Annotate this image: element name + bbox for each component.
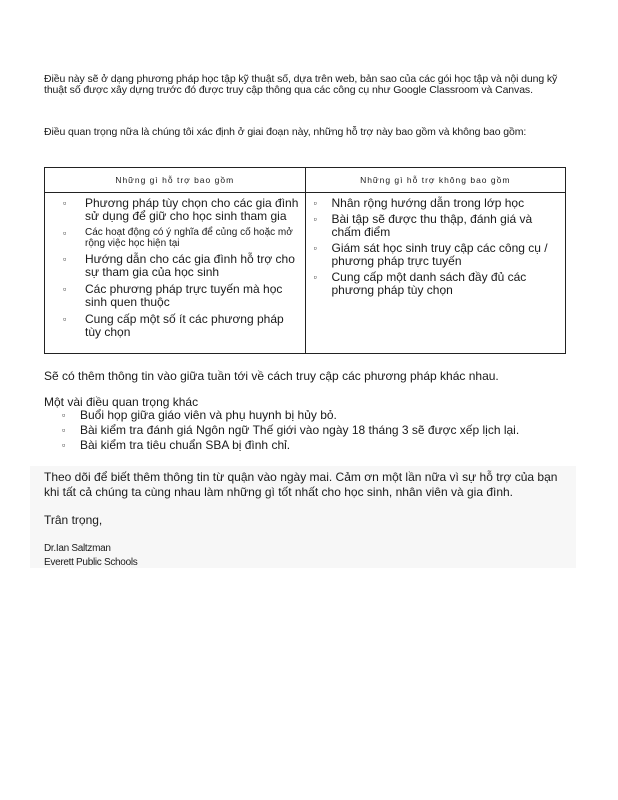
list-item: ▫ Giám sát học sinh truy cập các công cụ / phương pháp trực tuyến <box>313 241 548 268</box>
excluded-cell <box>305 193 566 354</box>
included-header: Những gì hỗ trợ bao gồm <box>45 168 306 193</box>
important-heading: Một vài điều quan trọng khác <box>44 395 199 409</box>
more-info-text: Sẽ có thêm thông tin vào giữa tuần tới về cách truy cập các phương pháp khác nhau. <box>44 369 499 383</box>
square-bullet-icon: ▫ <box>63 284 67 294</box>
included-cell <box>45 193 306 354</box>
list-item: ▫ Hướng dẫn cho các gia đình hỗ trợ cho sự tham gia của học sinh <box>63 252 295 279</box>
intro-paragraph: Điều này sẽ ở dạng phương pháp học tập kỹ thuật số, dựa trên web, bản sao của các gói học tập và nội dung kỹ thuật số được xây dựng trước đó được truy cập thông qua các công cụ như Google Classroom và Canvas. <box>44 73 558 96</box>
square-bullet-icon: ▫ <box>63 314 67 324</box>
square-bullet-icon: ▫ <box>62 425 66 435</box>
list-item: ▫ Các hoạt động có ý nghĩa để củng cố hoặc mở rộng việc học hiện tại <box>63 227 293 249</box>
square-bullet-icon: ▫ <box>62 440 66 450</box>
list-item: ▫ Nhân rộng hướng dẫn trong lớp học <box>313 196 525 210</box>
regards-text: Trân trọng, <box>44 513 103 527</box>
list-item: ▫ Cung cấp một số ít các phương pháp tùy chọn <box>63 312 284 339</box>
square-bullet-icon: ▫ <box>313 198 317 208</box>
list-item: ▫ Các phương pháp trực tuyến mà học sinh quen thuộc <box>63 282 283 309</box>
signature-name: Dr.Ian Saltzman <box>44 543 111 554</box>
list-item: ▫ Cung cấp một danh sách đầy đủ các phương pháp tùy chọn <box>313 270 527 297</box>
included-list <box>45 193 305 339</box>
list-item: ▫ Buổi họp giữa giáo viên và phụ huynh bị hủy bỏ. <box>62 408 337 422</box>
square-bullet-icon: ▫ <box>313 214 317 224</box>
excluded-header: Những gì hỗ trợ không bao gồm <box>305 168 566 193</box>
list-item: ▫ Bài kiểm tra tiêu chuẩn SBA bị đình chỉ. <box>62 438 291 452</box>
list-item: ▫ Phương pháp tùy chọn cho các gia đình sử dụng để giữ cho học sinh tham gia <box>63 196 299 223</box>
square-bullet-icon: ▫ <box>63 228 67 238</box>
excluded-list <box>306 193 566 297</box>
square-bullet-icon: ▫ <box>62 410 66 420</box>
list-item: ▫ Bài kiểm tra đánh giá Ngôn ngữ Thế giới vào ngày 18 tháng 3 sẽ được xếp lịch lại. <box>62 423 520 437</box>
square-bullet-icon: ▫ <box>313 243 317 253</box>
square-bullet-icon: ▫ <box>313 272 317 282</box>
list-item: ▫ Bài tập sẽ được thu thập, đánh giá và chấm điểm <box>313 212 533 239</box>
signature-org: Everett Public Schools <box>44 557 138 568</box>
support-table <box>44 167 566 354</box>
follow-up-text: Theo dõi để biết thêm thông tin từ quận vào ngày mai. Cảm ơn một lần nữa vì sự hỗ trợ của bạn khi tất cả chúng ta cùng nhau làm những gì tốt nhất cho học sinh, nhân viên và gia đình. <box>44 470 558 499</box>
square-bullet-icon: ▫ <box>63 198 67 208</box>
square-bullet-icon: ▫ <box>63 254 67 264</box>
scope-paragraph: Điều quan trọng nữa là chúng tôi xác định ở giai đoạn này, những hỗ trợ này bao gồm và không bao gồm: <box>44 126 527 138</box>
important-list <box>60 409 560 454</box>
signature <box>44 542 137 570</box>
